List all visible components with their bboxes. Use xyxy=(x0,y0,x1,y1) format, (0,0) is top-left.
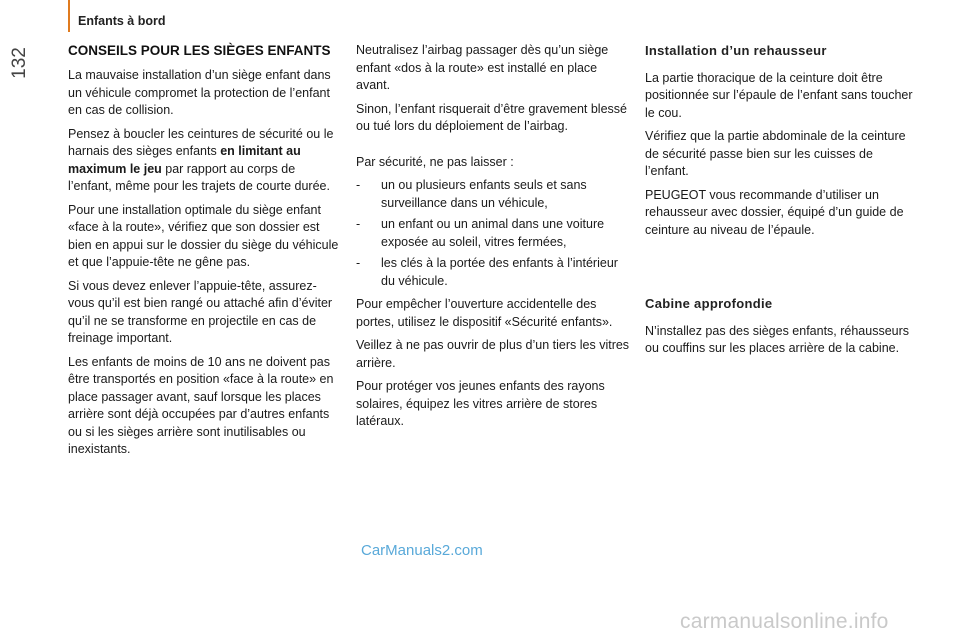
watermark-carmanuals: CarManuals2.com xyxy=(361,542,483,559)
section-title: Enfants à bord xyxy=(78,14,166,28)
paragraph: Pour protéger vos jeunes enfants des rayons solaires, équipez les vitres arrière de stores latéraux. xyxy=(356,379,605,428)
paragraph: PEUGEOT vous recommande d’utiliser un rehausseur avec dossier, équipé d’un guide de ceinture au niveau de l’épaule. xyxy=(645,187,904,237)
paragraph: Si vous devez enlever l’appuie-tête, assurez-vous qu’il est bien rangé ou attaché afin d’éviter qu’il ne se transforme en projectile en cas de freinage important. xyxy=(68,278,333,345)
paragraph: Veillez à ne pas ouvrir de plus d’un tiers les vitres arrière. xyxy=(356,338,630,370)
emphasis: en limitant au maximum le jeu xyxy=(68,144,301,176)
paragraph: Sinon, l’enfant risquerait d’être gravement blessé ou tué lors du déploiement de l’airbag. xyxy=(356,101,627,133)
list-item: - un ou plusieurs enfants seuls et sans surveillance dans un véhicule, xyxy=(356,178,587,210)
bullet-list xyxy=(356,177,631,290)
list-item: - les clés à la portée des enfants à l’intérieur du véhicule. xyxy=(356,256,618,288)
list-item: - un enfant ou un animal dans une voiture exposée au soleil, vitres fermées, xyxy=(356,217,605,249)
column-left xyxy=(68,42,340,465)
paragraph: Pour empêcher l’ouverture accidentelle des portes, utilisez le dispositif «Sécurité enfants». xyxy=(356,297,613,329)
paragraph: Les enfants de moins de 10 ans ne doivent pas être transportés en position «face à la route» en place passager avant, sauf lorsque les places arrière sont déjà occupées par d’autres enfants ou si les sièges arrière sont inutilisables ou inexistants. xyxy=(68,354,334,456)
section-accent-bar xyxy=(68,0,70,32)
paragraph: Pour une installation optimale du siège enfant «face à la route», vérifiez que son dossier est bien en appui sur le dossier du siège du véhicule et que l’appuie-tête ne gêne pas. xyxy=(68,202,339,269)
paragraph: La mauvaise installation d’un siège enfant dans un véhicule compromet la protection de l’enfant en cas de collision. xyxy=(68,68,331,117)
watermark-online: carmanualsonline.info xyxy=(680,610,889,633)
paragraph: La partie thoracique de la ceinture doit être positionnée sur l’épaule de l’enfant sans toucher le cou. xyxy=(645,70,913,120)
paragraph: N’installez pas des sièges enfants, réhausseurs ou couffins sur les places arrière de la cabine. xyxy=(645,323,910,355)
page-number: 132 xyxy=(9,47,30,79)
paragraph: Par sécurité, ne pas laisser : xyxy=(356,154,514,169)
column-right xyxy=(645,42,915,364)
column-middle xyxy=(356,42,631,437)
paragraph: Vérifiez que la partie abdominale de la ceinture de sécurité passe bien sur les cuisses de l’enfant. xyxy=(645,129,906,178)
main-heading: CONSEILS POUR LES SIÈGES ENFANTS xyxy=(68,43,331,58)
paragraph: Neutralisez l’airbag passager dès qu’un siège enfant «dos à la route» est installé en place avant. xyxy=(356,43,609,92)
paragraph: Pensez à boucler les ceintures de sécurité ou le harnais des sièges enfants en limitant au maximum le jeu par rapport au corps de l’enfant, même pour les trajets de courte durée. xyxy=(68,126,334,193)
subheading-booster: Installation d’un rehausseur xyxy=(645,43,827,58)
subheading-cabin: Cabine approfondie xyxy=(645,296,773,311)
